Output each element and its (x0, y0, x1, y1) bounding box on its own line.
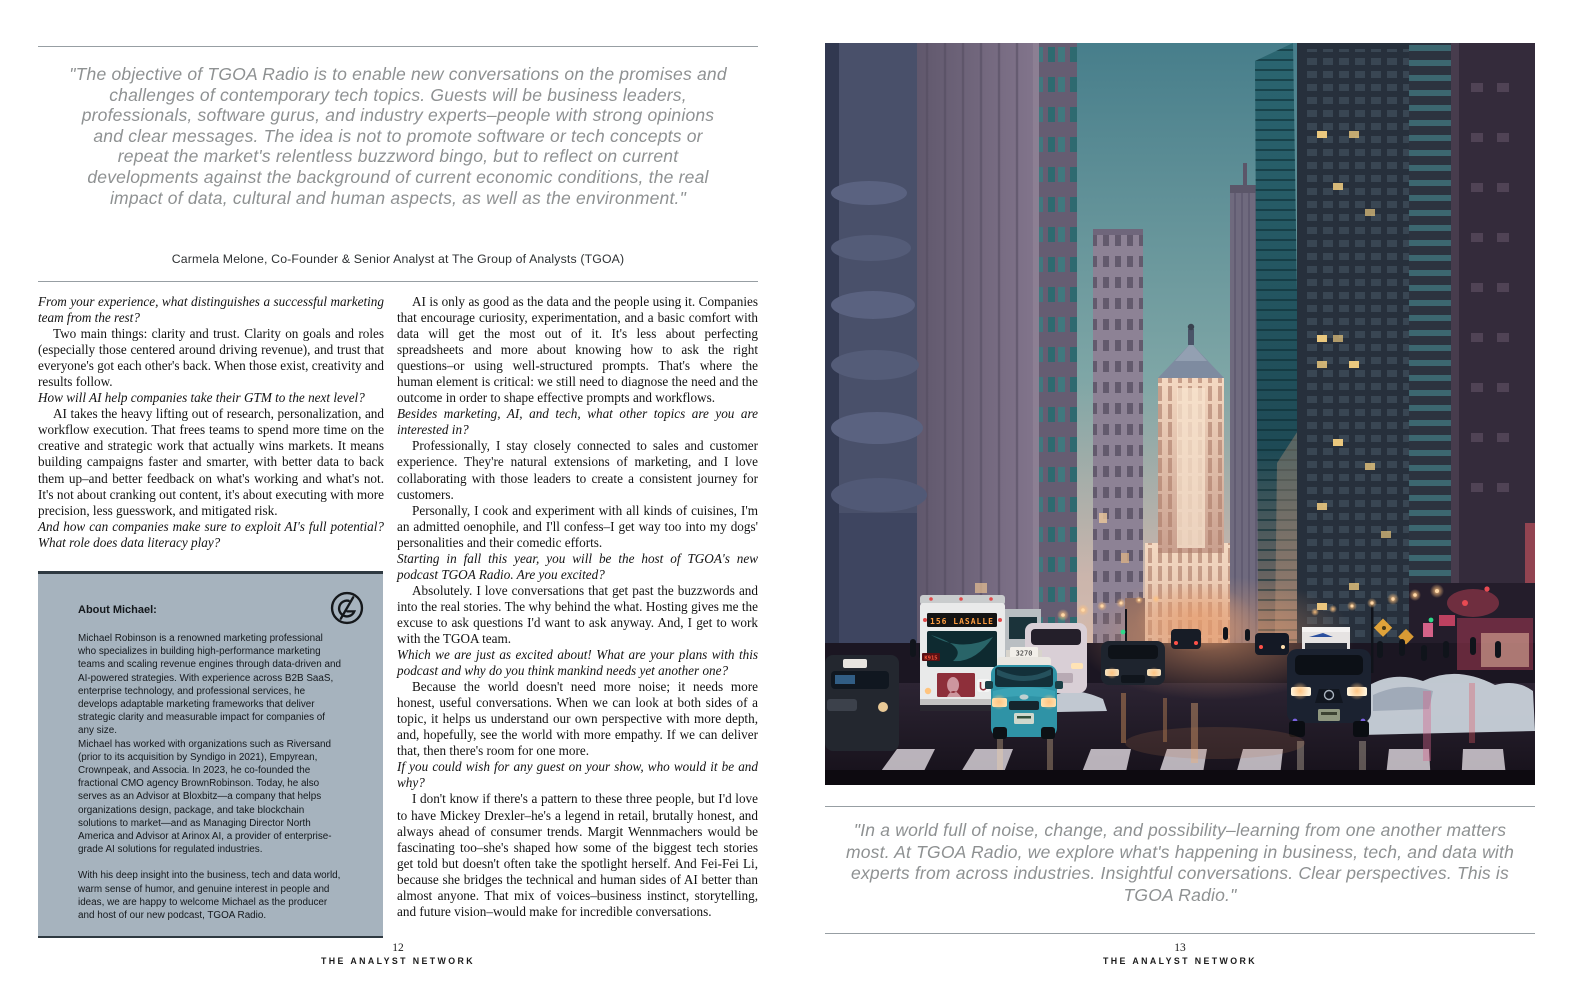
pull-quote-right: "In a world full of noise, change, and possibility–learning from one another matters most. At TGOA Radio, we explore what's happening in business, tech, and data with experts from across industries. Insightful conversations. Clear perspectives. This is TGOA Radio." (845, 820, 1515, 905)
interview-answer: Because the world doesn't need more noise; it needs more honest, useful conversations. When we can look at both sides of a topic, it helps us understand our own perspective with more depth, and, hopefully, see the world with more empathy. If we can deliver that, then there's room for one more. (397, 679, 758, 759)
divider-top (38, 46, 758, 47)
page-footer-right (825, 942, 1535, 966)
interview-question: And how can companies make sure to exploit AI's full potential? What role does data literacy play? (38, 518, 384, 550)
page-number: 12 (392, 942, 404, 954)
interview-answer: AI takes the heavy lifting out of research, personalization, and workflow execution. That frees teams to spend more time on the creative and strategic work that actually wins markets. It means building campaigns faster and smarter, with better data to back them up–and better feedback on what's working and what's not. It's not about cranking out content, it's about executing with more precision, less guesswork, and mitigated risk. (38, 406, 384, 518)
photo-bottom-strip (825, 770, 1535, 785)
about-paragraph: Michael has worked with organizations such as Riversand (prior to its acquisition by Syndigo in 2021), Empyrean, Crownpeak, and Associa. In 2023, he co-founded the fractional CMO agency BrownRobinson. Today, he also serves as an Advisor at Bloxbitz—a company that helps organizations design, package, and take blockchain solutions to market—and as Managing Director North America and Advisor at Arinox AI, a provider of enterprise-grade AI solutions for regulated industries. (78, 738, 332, 856)
page-footer-left (38, 942, 758, 966)
tgoa-logo-icon (329, 590, 365, 626)
divider-photo-bottom (825, 806, 1535, 807)
page-right (825, 0, 1535, 998)
page-left (38, 0, 758, 998)
divider-quote-bottom (38, 281, 758, 282)
left-partial-car (825, 655, 899, 751)
taxi-roof-number: 3270 (1015, 649, 1033, 658)
page-number: 13 (1174, 942, 1186, 954)
divider-right-bottom (825, 933, 1535, 934)
dark-sedan (1101, 641, 1165, 685)
pull-quote-left: "The objective of TGOA Radio is to enable new conversations on the promises and challenges of contemporary tech topics. Guests will be business leaders, professionals, software gurus, and industry experts–people with strong opinions and clear messages. The idea is not to promote software or tech concepts or repeat the market's relentless buzzword bingo, but to reflect on current developments against the background of current economic conditions, the real impact of data, cultural and human aspects, as well as the environment." (69, 64, 727, 208)
interview-column-1 (38, 294, 384, 551)
interview-answer: AI is only as good as the data and the people using it. Companies that encourage curiosity, experimentation, and a basic comfort with data will get the most out of it. It's less about perfecting spreadsheets and more about knowing how to ask the right questions–or using well-structured prompts. That's where the human element is critical: we still need to diagnose the need and the outcome in order to shape effective prompts and workflows. (397, 294, 758, 406)
about-title: About Michael: (78, 604, 157, 616)
interview-answer: Professionally, I stay closely connected to sales and customer experience. They're natural extensions of marketing, and I love collaborating with those leaders to create a consistent journey for customers. (397, 438, 758, 502)
bus-side-led: K915 (924, 655, 938, 662)
interview-answer: Two main things: clarity and trust. Clarity on goals and roles (especially those centered around driving revenue), and trust that everyone's got each other's back. When those exist, creativity and results follow. (38, 326, 384, 390)
publication-name: THE ANALYST NETWORK (1103, 956, 1257, 966)
about-michael-box (38, 571, 383, 938)
interview-answer: I don't know if there's a pattern to these three people, but I'd love to have Mickey Drexler–he's a legend in retail, brutally honest, and always ahead of consumer trends. Margit Wennmachers would be fascinating too–she's shaped how some of the biggest tech stories get told but doesn't often take the spotlight herself. And Fei-Fei Li, because she bridges the technical and human sides of AI better than almost anyone. That mix of voices–business instinct, storytelling, and future vision–would make for incredible conversations. (397, 791, 758, 919)
street-photo (825, 43, 1535, 785)
interview-question: How will AI help companies take their GTM to the next level? (38, 390, 365, 406)
interview-column-2 (397, 294, 758, 920)
about-paragraph: With his deep insight into the business, tech and data world, warm sense of humor, and genuine interest in people and ideas, we are happy to welcome Michael as the producer and host of our new podcast, TGOA Radio. (78, 870, 341, 922)
about-paragraph: Michael Robinson is a renowned marketing professional who specializes in building high-performance marketing teams and scaling revenue engines through data-driven and AI-powered strategies. With experience across B2B SaaS, enterprise technology, and professional services, he develops adaptable marketing frameworks that deliver strategic clarity and measurable impact for companies of any size. (78, 633, 341, 737)
interview-question: If you could wish for any guest on your show, who would it be and why? (397, 759, 758, 791)
bus-destination-sign: 156 LASALLE (930, 617, 994, 626)
publication-name: THE ANALYST NETWORK (321, 956, 475, 966)
quote-attribution: Carmela Melone, Co-Founder & Senior Analyst at The Group of Analysts (TGOA) (171, 252, 625, 266)
interview-question: Besides marketing, AI, and tech, what other topics are you are interested in? (397, 406, 758, 438)
interview-answer: Personally, I cook and experiment with all kinds of cuisines, I'm an admitted oenophile, and I'll confess–I get way too into my dogs' personalities and their comedic efforts. (397, 502, 758, 550)
interview-question: Starting in fall this year, you will be the host of TGOA's new podcast TGOA Radio. Are you excited? (397, 550, 758, 582)
interview-question: Which we are just as excited about! What are your plans with this podcast and why do you think mankind needs yet another one? (397, 647, 758, 679)
interview-question: From your experience, what distinguishes a successful marketing team from the rest? (38, 294, 384, 326)
interview-answer: Absolutely. I love conversations that get past the buzzwords and into the real stories. The why behind the what. Hosting gives me the excuse to ask questions I'd want to ask anyway. And, I get to work with the TGOA team. (397, 582, 758, 646)
